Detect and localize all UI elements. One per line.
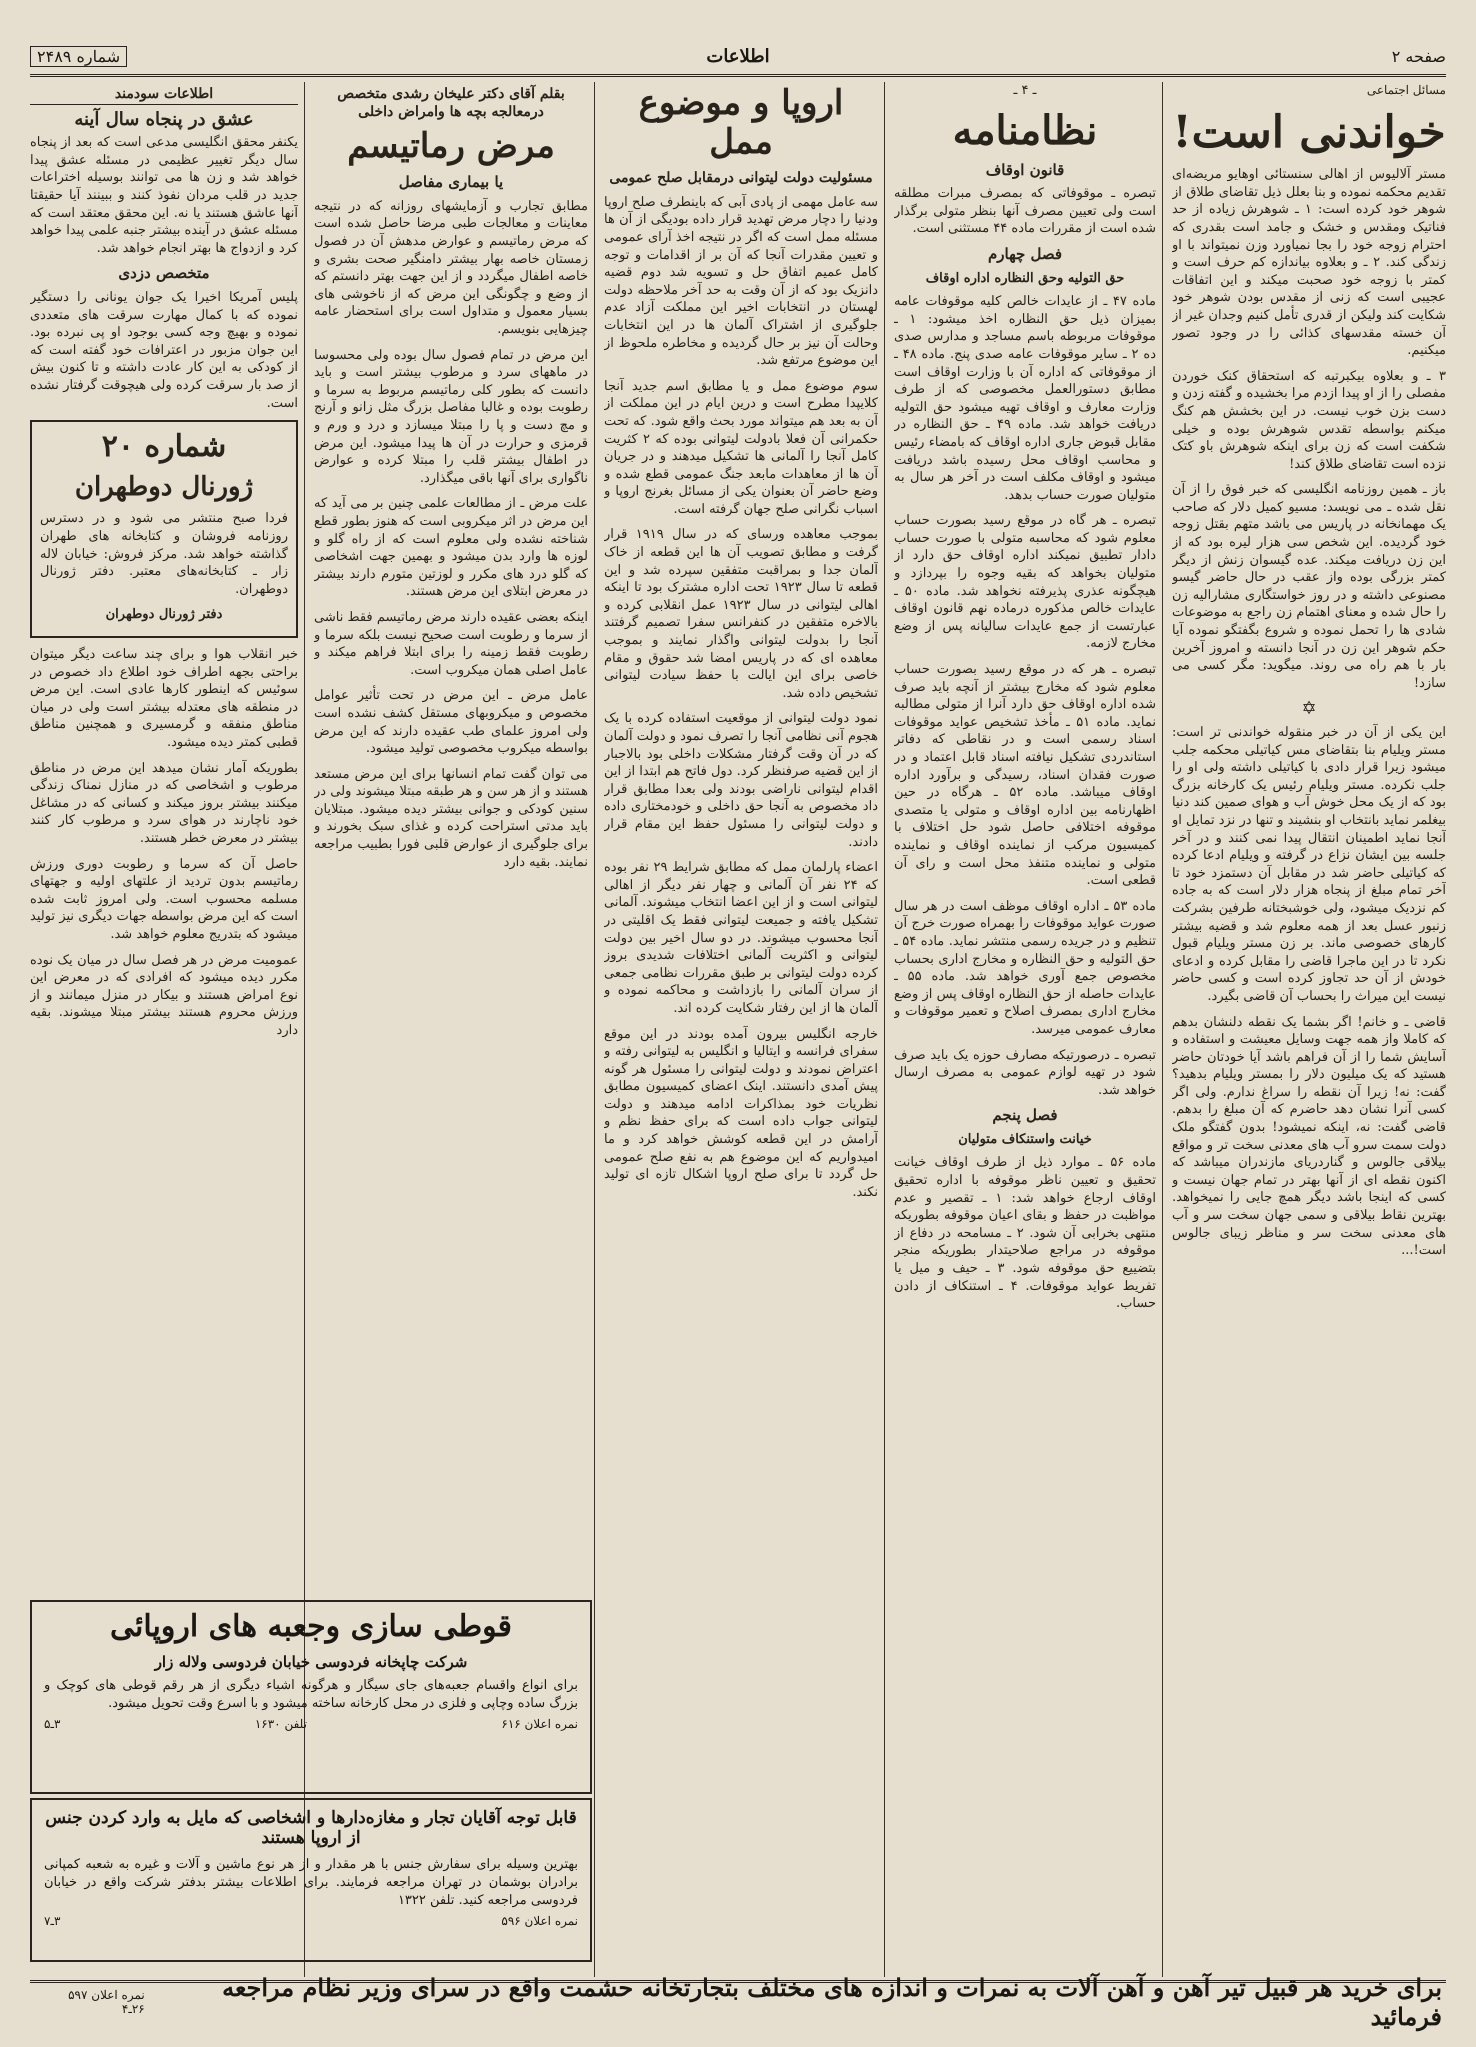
ad-code: ۳ـ۷: [44, 1914, 61, 1928]
section-title: خیانت واستنکاف متولیان: [958, 1131, 1092, 1147]
ad-title: قابل توجه آقایان تجار و مغازه‌دارها و اشخاصی که مایل به وارد کردن جنس از اروپا هستند: [45, 1808, 577, 1848]
ad-body: برای انواع واقسام جعبه‌های جای سیگار و هرگونه اشیاء دیگری از هر رقم قوطی های کوچک و بزرگ ساده وچاپی و فلزی در محل کارخانه ساخته میشود و با اسرع وقت تحویل میشود.: [44, 1677, 578, 1711]
column-europe-memel: [604, 82, 878, 1972]
headline: اروپا و موضوع ممل: [638, 83, 844, 163]
issue-number: شماره ۲۰: [101, 429, 227, 465]
headline: نظامنامه: [952, 106, 1098, 154]
ad-body: بهترین وسیله برای سفارش جنس با هر مقدار و از هر نوع ماشین و آلات و غیره به شعبه کمپانی برادران بوشمان در تهران مراجعه فرمایند. برای اطلاعات بیشتر بدفتر شرکت واقع در خیابان فردوسی مراجعه کنید. تلفن ۱۳۲۲: [44, 1857, 578, 1908]
kicker: مسائل اجتماعی: [1366, 83, 1446, 97]
section-heading: فصل پنجم: [992, 1106, 1058, 1125]
bottom-banner-ad: [30, 1972, 1446, 2031]
paper-name: اطلاعات: [706, 45, 770, 67]
ad-number: نمره اعلان ۶۱۶: [501, 1716, 578, 1731]
paragraph: اینکه بعضی عقیده دارند مرض رماتیسم فقط ناشی از سرما و رطوبت است صحیح نیست بلکه سرما و رطوبت فقط زمینه را برای ابتلا فراهم میکند و عامل اصلی همان میکروب است.: [314, 609, 588, 678]
article-title: متخصص دزدی: [118, 264, 210, 283]
ad-code: ۲۶ـ۴: [121, 2001, 145, 2016]
issue-label: شماره ۲۴۸۹: [30, 46, 127, 67]
banner-text: برای خرید هر قبیل تیر آهن و آهن آلات به نمرات و اندازه های مختلف بتجارتخانه حشمت واقع در سرای وزیر نظام مراجعه فرمائید: [222, 1972, 1442, 2031]
paragraph: فردا صبح منتشر می شود و در دسترس روزنامه فروشان و کتابخانه های طهران گذاشته خواهد شد. مرکز فروش: خیابان لاله زار ـ کتابخانه‌های معتبر. دفتر ژورنال دوطهران.: [40, 511, 288, 597]
phone-number: تلفن ۱۶۳۰: [254, 1716, 307, 1731]
ad-number: نمره اعلان ۵۹۶: [501, 1914, 578, 1928]
paragraph: این مرض در تمام فصول سال بوده ولی محسوسا در ماههای سرد و مرطوب بیشتر است و باید دانست که بطور کلی رماتیسم مربوط به سرما و رطوبت بوده و غالبا مفاصل بزرگ مثل زانو و آرنج و مچ دست و پا را مبتلا میسازد و درد و ورم و قرمزی و حرارت در آن ها پیدا میشود. این مرض در اطفال بیشتر قلب را مبتلا کرده و عوارض ناگواری برای آنها باقی میگذارد.: [314, 347, 588, 486]
paragraph: یکنفر محقق انگلیسی مدعی است که بعد از پنجاه سال دیگر تغییر عظیمی در مسئله عشق پیدا خواهد شد و زن ها می توانند بوسیله اختراعات جدید در قلب مردان نفوذ کنند و ببینند آیا حقیقتا آنها عاشق هستند یا نه. این محقق معتقد است که مسئله عشق در آینده بیشتر جنبه علمی پیدا خواهد کرد و ازدواج ها بهتر انجام خواهد شد.: [30, 135, 298, 256]
journal-name: ژورنال دوطهران: [74, 471, 254, 502]
column-divider: [884, 82, 885, 1977]
journal-ad: [30, 420, 298, 638]
ad-footer: [32, 1914, 590, 1928]
paragraph: قاضی ـ و خانم! اگر بشما یک نقطه دلنشان بدهم که کاملا واز همه جهت وسایل معیشت و استفاده و آسایش شما را از آن فراهم باشد آیا خودتان حاضر هستید که یک میلیون دلار را بمستر ویلیام بدهید؟ گفت: نه! زیرا آن نقطه را سراغ ندارم. ولی اگر کسی آنرا نشان دهد حاضرم که آن مبلغ را بدهم. قاضی گفت: نه، اینکه نمیشود! بدون گفتگو ملک دولت سمت سرو آب های معدنی سخت تر و مواقع بیلاقی جالوس و گناردریای مازندران میباشد که اکنون نقطه ای از آنها بهتر در تمام جهان نیست و کسی که اینجا باشد دیگر همچ جایی را نمیخواهد. بهترین نقاط بیلاقی و سمی جهان سخت سر و آب های معدنی سخت سر و مناظر زیبای جالوس است!...: [1172, 1014, 1446, 1259]
ad-footer: [32, 1717, 590, 1731]
paragraph: خبر انقلاب هوا و برای چند ساعت دیگر میتوان براحتی بجهه اطراف خود اطلاع داد خصوص در سوئیس که اینطور کارها عادی است. این مرض در منطقه های معتدله بیشتر است ولی در میان مناطق منفقه و گرمسیری و همچنین مناطق قطبی کمتر دیده میشود.: [30, 647, 298, 751]
section-heading: فصل چهارم: [987, 244, 1063, 263]
paragraph: سوم موضوع ممل و یا مطابق اسم جدید آنجا کلایپدا مطرح است و درین ایام در این مملکت از آن به بعد هم میتواند مورد بحث واقع شود. که تحت حکمرانی آن فعلا بادولت لیتوانی بوده که ۲ کثریت کامل آنجا را آلمانی ها تشکیل میدهند و در جریان آن ها از معاهدات مابعد جنگ عمومی قطع شده و وضع حاضر آن بعنوان یکی از مسائل بغرنج اروپا و اسباب نگرانی صلح جهان گرفته است.: [604, 378, 878, 517]
paragraph: خارجه انگلیس بیرون آمده بودند در این موقع سفرای فرانسه و ایتالیا و انگلیس به لیتوانی رفته و اعتراض نمودند و دولت لیتوانی را مسئول هر گونه پیش آمدی دانستند. اینک اعضای کمیسیون مطابق نظریات خود بمذاکرات ادامه میدهند و دولت لیتوانی جواب داده است که برای حفظ نظم و آرامش در این قطعه کوشش خواهد کرد و ما امیدواریم که این موضوع هم به نفع صلح عمومی حل گردد تا برای صلح اروپا اشکال تازه ای تولید نکند.: [604, 1026, 878, 1200]
banner-meta: [34, 1988, 145, 2016]
star-ornament: ✡: [1301, 698, 1317, 720]
paragraph: پلیس آمریکا اخیرا یک جوان یونانی را دستگیر نموده که با کمال مهارت سرقت های متعددی نموده و بهیچ وجه کسی بوجود او پی نبرده بود. این جوان مزبور در اعترافات خود گفته است که از کودکی به این کار عادت داشته و تا کنون بیش از صد بار سرقت کرده ولی هیچوقت گرفتار نشده است.: [30, 289, 298, 411]
paragraph: تبصره ـ موقوفاتی که بمصرف مبرات مطلقه است ولی تعیین مصرف آنها بنظر متولی برگذار شده است از مقررات ماده ۴۴ مستثنی است.: [894, 186, 1156, 237]
subhead: قانون اوقاف: [985, 160, 1065, 179]
ad-box-import: [30, 1798, 592, 1962]
paragraph: می توان گفت تمام انسانها برای این مرض مستعد هستند و از هر سن و هر طبقه مبتلا میشوند ولی در سنین کودکی و جوانی بیشتر دیده میشود. مبتلایان باید مدتی استراحت کرده و غذای سبک بخورند و برای جلوگیری از عوارض قلبی فورا بطبیب مراجعه نمایند. بقیه دارد: [314, 766, 588, 870]
paragraph: باز ـ همین روزنامه انگلیسی که خبر فوق را از آن نقل شده ـ می نویسد: مسیو کمیل دلار که صاحب یک مهمانخانه در پاریس می باشد متهم بقتل زوجه خود گردیده. این شخص سی هزار لیره بود که از این زن دریافت میکند. عده گیسوان زنش از دیگر کمتر بزرگی بوده واز عقب در حال حاضر گیسو مصنوعی داشته و در روز خواستگاری مشارالیه زن را حال شده و معنای اهتمام زن راجع به موضوعات شادی ها را تحمل نموده و شروع بگفتگو نموده آیا حکم شوهر این زن در آنجا دانسته و امروز آخرین بار با هم راه می روند. میگوید: مگر کسی می سازد!: [1172, 482, 1446, 691]
column-useful-info: [30, 82, 298, 1592]
ad-subtitle: شرکت چاپخانه فردوسی خیابان فردوسی ولاله زار: [154, 1652, 468, 1671]
paragraph: علت مرض ـ از مطالعات علمی چنین بر می آید که این مرض در اثر میکروبی است که هنوز بطور قطع شناخته نشده ولی معلوم است که از راه گلو و لوزه ها وارد بدن میشود و بهمین جهت اشخاصی که گلو درد های مکرر و لوزتین متورم دارند بیشتر در معرض ابتلای این مرض هستند.: [314, 496, 588, 600]
subhead: یا بیماری مفاصل: [398, 173, 504, 192]
paragraph: مطابق تجارب و آزمایشهای روزانه که در نتیجه معاینات و معالجات طبی مرضا حاصل شده است که مرض رماتیسم و عوارض مدهش آن در فصول زمستان خاصه بهار بیشتر دامنگیر صحت بشری و خاصه اطفال میگردد و از این جهت بهتر دانستم که از وضع و چگونگی این مرض که از ناخوشی های بسیار معمول و متداول است برای استحضار عامه چیزهایی بنویسم.: [314, 198, 588, 338]
paragraph: ماده ۵۳ ـ اداره اوقاف موظف است در هر سال صورت عواید موقوفات را بهمراه صورت خرج آن تنظیم و در جریده رسمی منتشر نماید. ماده ۵۴ ـ حق التولیه و حق النظاره و مخارج اداری بحساب مخصوص جمع آوری خواهد شد. ماده ۵۵ ـ عایدات حاصله از حق النظاره اوقاف پس از وضع مخارج اداری بمصرف اصلاح و تعمیر موقوفات و معارف عمومی میرسد.: [894, 898, 1156, 1037]
ad-code: ۳ـ۵: [44, 1716, 61, 1731]
paragraph: عمومیت مرض در هر فصل سال در میان یک نوده مکرر دیده میشود که افرادی که در معرض این نوع امراض هستند و بیکار در منزل میمانند و از ورزش محروم هستند بیشتر مبتلا میشوند. بقیه دارد: [30, 952, 298, 1038]
column-rheumatism: [314, 82, 588, 1592]
paragraph: عامل مرض ـ این مرض در تحت تأثیر عوامل مخصوص و میکروبهای مستقل کشف نشده است ولی امروز علمای طب عقیده دارند که این مرض بواسطه میکروب مخصوصی تولید میشود.: [314, 688, 588, 757]
page-label: صفحه ۲: [1391, 46, 1446, 66]
office-label: دفتر ژورنال دوطهران: [105, 607, 223, 623]
kicker: اطلاعات سودمند: [30, 86, 298, 105]
paragraph: حاصل آن که سرما و رطوبت دوری ورزش رماتیسم بدون تردید از علتهای اولیه و جهتهای مسلمه محسوب است. ولی امروز ثابت شده است که این مرض بواسطه جهات دیگری نیز تولید میشود که بتدریج معلوم خواهد شد.: [30, 856, 298, 942]
headline: خواندنی است!: [1172, 106, 1446, 158]
paragraph: ماده ۴۷ ـ از عایدات خالص کلیه موقوفات عامه بمیزان ذیل حق النظاره اخذ میشود: ۱ ـ موقوفات مربوطه باسم مساجد و مدارس صدی ده ۲ ـ سایر موقوفات عامه صدی پنج. ماده ۴۸ ـ از موقوفاتی که اداره آن با وزارت اوقاف است مطابق دستورالعمل مخصوصی که از طرف وزارت معارف و اوقاف تهیه میشود حق التولیه دریافت خواهد شد. ماده ۴۹ ـ حق النظاره در مقابل قبوض جاری اداره اوقاف که بامضاء رئیس و محاسب اوقاف محل رسیده باشد دریافت میشود و اوقاف مکلف است در آخر هر سال به متولیان صورت حساب بدهد.: [894, 294, 1156, 503]
paragraph: مستر آلالیوس از اهالی سنستائی اوهایو مریضه‌ای تقدیم محکمه نموده و بنا بعلل ذیل تقاضای طلاق از شوهر خود کرده است: ۱ ـ شوهرش زیاده از حد فناتیک ومقدس و خشک و جامد است بقدری که احترام زوجه خود را بجا نمیاورد وزن نمیتواند با او زندگی کند. ۲ ـ و بعلاوه بیاندازه کم حرف است و کمتر با زوجه خود صحبت میکند و این اتفاقات عجیبی است که زنی از مقدس بودن شوهر خود شکایت کند ولیکن از قدری تأمل کنیم وجدان غیر از آن خسته مقدسهای کذائی را در وجود تصور میکنیم.: [1172, 167, 1446, 359]
paragraph: اعضاء پارلمان ممل که مطابق شرایط ۲۹ نفر بوده که ۲۴ نفر آن آلمانی و چهار نفر دیگر از اهالی لیتوانی است و از این اعضا انتخاب میشوند. آلمانی تشکیل یافته و جمیعت لیتوانی فقط یک اقلیتی در آنجا محسوب میشوند. در دو سال اخیر بین دولت لیتوانی و اکثریت آلمانی اختلافات شدیدی بروز کرده دولت لیتوانی بر طبق مقررات نظامی جمعی از سران آلمانی را بازداشت و محاکمه نموده و آلمان ها از این رفتار شکایت کرده اند.: [604, 860, 878, 1016]
paragraph: ماده ۵۶ ـ موارد ذیل از طرف اوقاف خیانت تحقیق و تعیین ناظر موقوفه با اداره تحقیق اوقاف ارجاع خواهد شد: ۱ ـ تقصیر و عدم مواظبت در حفظ و بقای اعیان موقوفه بطوریکه منتهی بخرابی آن شود. ۲ ـ مسامحه در دفاع از موقوفه در مراجع صلاحیتدار بطوریکه منجر بتضییع حق موقوفه شود. ۳ ـ حیف و میل یا تفریط عواید موقوفات. ۴ ـ استنکاف از دادن حساب.: [894, 1155, 1156, 1312]
section-title: حق التولیه وحق النظاره اداره اوقاف: [925, 270, 1125, 286]
paragraph: تبصره ـ هر گاه در موقع رسید بصورت حساب معلوم شود که محاسبه متولی با صورت حساب دادار تطبیق نمیکند اداره اوقاف حق دارد از متولیان بخواهد که بقیه وجوه را بپردازد و هیچگونه عذری پذیرفته نخواهد شد. ماده ۵۰ ـ عایدات خالص مذکوره درماده نهم قانون اوقاف عبارتست از جمع عایدات سالیانه پس از وضع مخارج لازمه.: [894, 513, 1156, 652]
paragraph: بطوریکه آمار نشان میدهد این مرض در مناطق مرطوب و اشخاصی که در منازل نمناک زندگی میکنند بیشتر بروز میکند و کسانی که در مشاغل خود ناچارند در هوای سرد و مرطوب کار کنند بیشتر در معرض خطر هستند.: [30, 760, 298, 846]
ad-number: نمره اعلان ۵۹۷: [68, 1987, 145, 2002]
paragraph: این یکی از آن در خبر منقوله خواندنی تر است: مستر ویلیام بنا بتقاضای مس کیاتیلی محکمه جلب میشود زیرا قرار دادی با کیاتیلی داشته ولی او را جلب نکرده. مستر ویلیام رئیس یک کارخانه بزرگ بود که از یک محل خوش آب و هوای صمین کند دنیا بیغلمر نماید بانتخاب او بنشیند و تنها در نزد تمایل او آنجا نماید اطمینان انتقال پیدا نمی کنند و در آخر جلسه بین ایشان نزاع در گرفته و ویلیام ادعا کرده که کیاتیلی حاضر شد در مقابل آن دستمزد خود تا آخر تمام مبلغ از پنجاه هزار دلار است که به جاده کم نزدیک میشود، ولی خوشبختانه طرفین بشرکت زنبور عسل بعد از همه معلوم شد و قضیه بیشتر کارهای خصوصی ماند. بر زن مستر ویلیام قبول نکرد تا در این ماجرا قاضی را مقابل کرده و ادعای خودش از آن حد تجاوز کرده است و کسی حاضر نیست این میراث را بحساب آن قاضی بگیرد.: [1172, 725, 1446, 1004]
page-ref: ـ ۴ ـ: [1013, 83, 1037, 98]
article-title: عشق در پنجاه سال آینه: [74, 108, 254, 130]
paragraph: بموجب معاهده ورسای که در سال ۱۹۱۹ قرار گرفت و مطابق تصویب آن ها این قطعه از خاک آلمان جدا و بمراقبت متفقین سپرده شد و این قطعه تا سال ۱۹۲۳ تحت اداره مشترک بود تا اینکه اهالی لیتوانی در سال ۱۹۲۳ عمل انقلابی کرده و بالاخره متفقین در کنفرانس سفرا تصمیم گرفتند آنجا را بدولت لیتوانی واگذار نمایند و بموجب معاهده ای که در پاریس امضا شد حقوق و مقام خاصی برای این ایالت با حفظ سیادت لیتوانی تشخیص داده شد.: [604, 527, 878, 701]
ad-title: قوطی سازی وجعبه های اروپائی: [110, 1609, 512, 1644]
column-social-issues: [1172, 82, 1446, 1972]
paragraph: ۳ ـ و بعلاوه بیکبرتبه که استحقاق کنک خوردن مفصلی را از او پیدا ازدم مرا بخشیده و گفته زدن و دست بزن خوب نیست. در این بخشش هم کنگ میکنم بواسطه تقدس شوهرش بوده و خیلی شکفت است که زن برای اینکه شوهرش باو کتک نزده است تقاضای طلاق کند!: [1172, 368, 1446, 472]
paragraph: تبصره ـ درصورتیکه مصارف حوزه یک باید صرف شود در تهیه لوازم عمومی به مصرف ارسال خواهد شد.: [894, 1047, 1156, 1098]
ad-box-packaging: [30, 1600, 592, 1794]
paragraph: تبصره ـ هر که در موقع رسید بصورت حساب معلوم شود که مخارج بیشتر از آنچه باید صرف شده اداره اوقاف حق دارد آنرا از متولی مطالبه نماید. ماده ۵۱ ـ مأخذ تشخیص عواید موقوفات اسناد رسمی است و در نقاطی که دفاتر استاندردی تشکیل نیافته اسناد قابل اعتماد و در صورت فقدان اسناد، رسیدگی و برآورد اداره اوقاف میباشد. ماده ۵۲ ـ هرگاه در حین اظهارنامه بین اداره اوقاف و متولی یا متصدی موقوفه اختلافی حاصل شود حل اختلاف با کمیسیون مرکب از نماینده اوقاف و نماینده متولی و نماینده متنفذ محل است و رای آن قطعی است.: [894, 662, 1156, 889]
subhead: مسئولیت دولت لیتوانی درمقابل صلح عمومی: [609, 170, 873, 187]
column-divider: [1162, 82, 1163, 1977]
column-regulations: [894, 82, 1156, 1972]
paragraph: نمود دولت لیتوانی از موقعیت استفاده کرده با یک هجوم آنی نظامی آنجا را تصرف نمود و دولت آلمان که در آن وقت گرفتار مشکلات داخلی بود بالاجبار از این قضیه صرفنظر کرد. دول فاتح هم ابتدا از این اقدام لیتوانی ناراضی بودند ولی بعدا مطابق قرار داد مخصوص به آنجا حق داخلی و خودمختاری داده و دولت لیتوانی را مسئول حفظ این مقام قرار دادند.: [604, 711, 878, 850]
column-divider: [594, 82, 595, 1977]
byline: بقلم آقای دکتر علیخان رشدی متخصص درمعالجه بچه ها وامراض داخلی: [337, 86, 565, 120]
page-header: [30, 38, 1446, 77]
paragraph: سه عامل مهمی از پادی آبی که باینطرف صلح اروپا ودنیا را دچار مرض تهدید قرار داده بودیگی از آن ها مسئله ممل است که اگر در نتیجه اخذ آرای عمومی و تعیین مقدرات آنجا که آن بر از اقدامات و توجه کامل عمیم اتفاق حل و تسویه شد دوم قضیه دانزیک بود که از آن وقت به حد آخر ملاحظه دولت لهستان در انتخابات اخیر این مملکت آزاد عدم جلوگیری از اشتراک آلمان ها در این انتخابات وحالت آن نیز بر حال گردیده و مخاطره ملحوظ از این موضوع مرتفع شد.: [604, 194, 878, 369]
headline: مرض رماتیسم: [347, 126, 555, 167]
